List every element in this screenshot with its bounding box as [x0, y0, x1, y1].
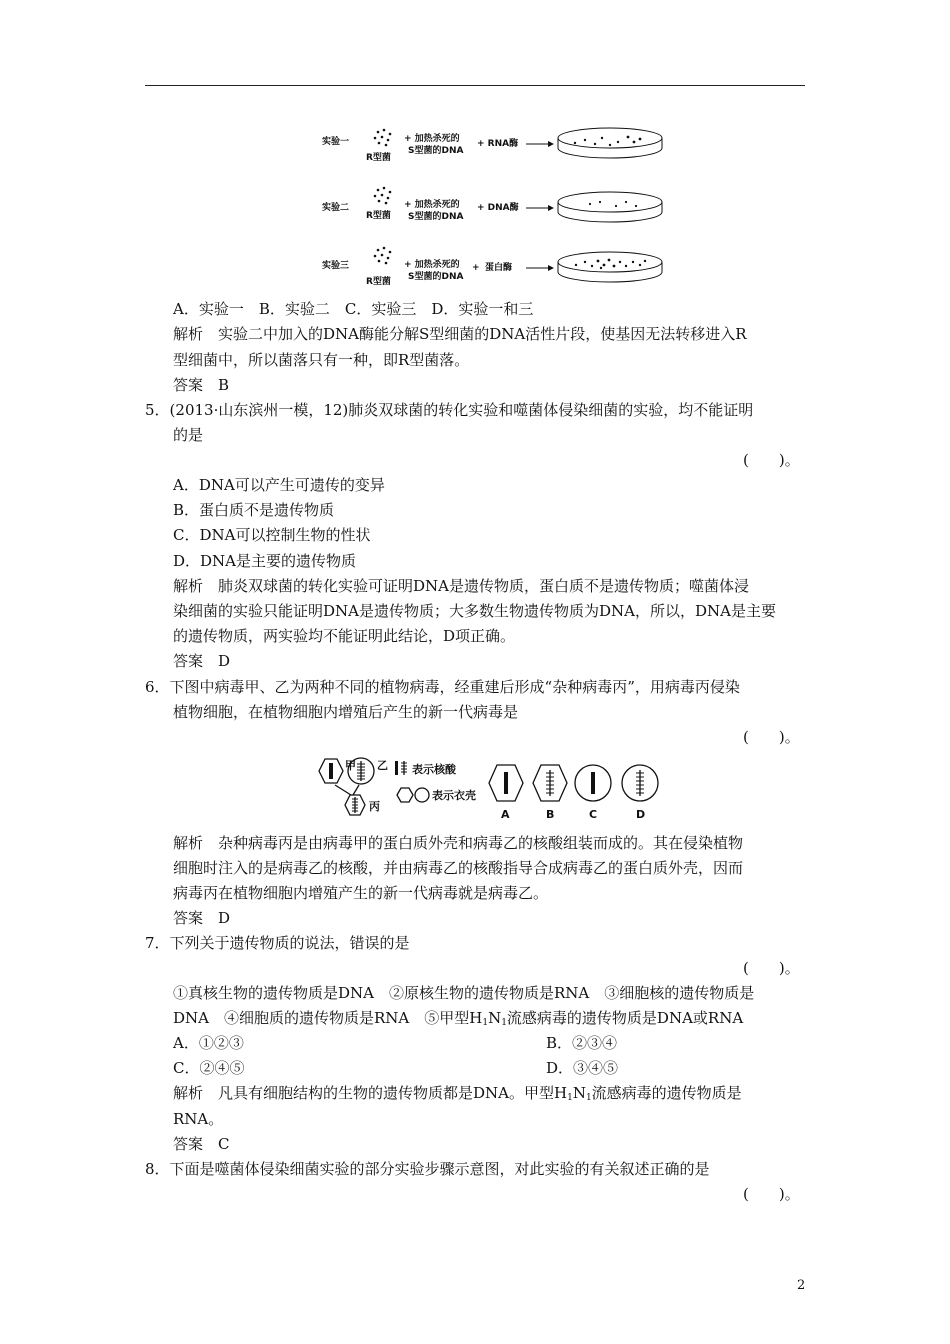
- exp2-r-cell: R型菌: [366, 211, 391, 221]
- q7-answer: 答案 C: [173, 1135, 230, 1153]
- q7-option-a: A．①②③: [173, 1034, 244, 1052]
- exp3-sdna-2: S型菌的DNA: [408, 272, 464, 282]
- exp2-sdna-1: + 加热杀死的: [404, 200, 460, 210]
- exp3-r-cell: R型菌: [366, 277, 391, 287]
- q7-analysis-2: RNA。: [173, 1110, 224, 1128]
- page-number: 2: [797, 1278, 806, 1293]
- q4-options: A．实验一 B．实验二 C．实验三 D．实验一和三: [173, 300, 534, 318]
- exp3-sdna-1: + 加热杀死的: [404, 260, 460, 270]
- q7-stem: 7．下列关于遗传物质的说法，错误的是: [145, 934, 410, 952]
- q5-answer: 答案 D: [173, 652, 231, 670]
- q6-answer-blank: ( )。: [743, 728, 800, 746]
- q5-analysis-1: 解析 肺炎双球菌的转化实验可证明DNA是遗传物质，蛋白质不是遗传物质；噬菌体浸: [173, 577, 749, 595]
- q5-stem-2: 的是: [173, 426, 204, 444]
- q7-items-1: ①真核生物的遗传物质是DNA ②原核生物的遗传物质是RNA ③细胞核的遗传物质是: [173, 984, 755, 1002]
- q6-analysis-3: 病毒丙在植物细胞内增殖产生的新一代病毒就是病毒乙。: [173, 884, 549, 902]
- q5-option-a: A．DNA可以产生可遗传的变异: [173, 476, 385, 494]
- exp1-enzyme: + RNA酶: [477, 139, 519, 149]
- q5-option-d: D．DNA是主要的遗传物质: [173, 552, 357, 570]
- q5-analysis-2: 染细菌的实验只能证明DNA是遗传物质；大多数生物遗传物质为DNA，所以，DNA是主要: [173, 602, 776, 620]
- q4-analysis-1: 解析 实验二中加入的DNA酶能分解S型细菌的DNA活性片段，使基因无法转移进入R: [173, 325, 747, 343]
- exp3-plus: +: [472, 263, 480, 273]
- q4-analysis-2: 型细菌中，所以菌落只有一种，即R型菌落。: [173, 351, 470, 369]
- q5-option-c: C．DNA可以控制生物的性状: [173, 526, 371, 544]
- choice-c-label: C: [589, 808, 598, 821]
- choice-a-label: A: [501, 808, 510, 821]
- exp1-label: 实验一: [322, 137, 350, 147]
- virus-yi-label: 乙: [377, 759, 388, 772]
- q7-items-2: DNA ④细胞质的遗传物质是RNA ⑤甲型$H_1N_1$流感病毒的遗传物质是DNA或RNA: [173, 1009, 744, 1028]
- q5-stem-1: 5．(2013·山东滨州一模，12)肺炎双球菌的转化实验和噬菌体侵染细菌的实验，均不能证明: [145, 401, 754, 419]
- virus-bing-label: 丙: [369, 800, 380, 813]
- virus-figure: [315, 755, 665, 827]
- legend-nucleic-acid: 表示核酸: [412, 763, 456, 776]
- q5-option-b: B．蛋白质不是遗传物质: [173, 501, 335, 519]
- exp3-label: 实验三: [322, 261, 350, 271]
- q7-option-b: B．②③④: [546, 1034, 618, 1052]
- choice-d-label: D: [636, 808, 646, 821]
- q5-analysis-3: 的遗传物质，两实验均不能证明此结论，D项正确。: [173, 627, 516, 645]
- experiment-figure: [300, 118, 680, 293]
- q6-answer: 答案 D: [173, 909, 231, 927]
- exp3-enzyme: 蛋白酶: [485, 263, 513, 273]
- q7-answer-blank: ( )。: [743, 959, 800, 977]
- exp2-sdna-2: S型菌的DNA: [408, 212, 464, 222]
- virus-jia-label: 甲: [345, 759, 356, 772]
- q6-stem-1: 6．下图中病毒甲、乙为两种不同的植物病毒，经重建后形成“杂种病毒丙”，用病毒丙侵染: [145, 678, 740, 696]
- q7-analysis-1: 解析 凡具有细胞结构的生物的遗传物质都是DNA。甲型$H_1N_1$流感病毒的遗传物质是: [173, 1084, 742, 1103]
- q6-analysis-2: 细胞时注入的是病毒乙的核酸，并由病毒乙的核酸指导合成病毒乙的蛋白质外壳，因而: [173, 859, 744, 877]
- q6-analysis-1: 解析 杂种病毒丙是由病毒甲的蛋白质外壳和病毒乙的核酸组装而成的。其在侵染植物: [173, 834, 744, 852]
- exp2-label: 实验二: [322, 203, 350, 213]
- exp1-r-cell: R型菌: [366, 153, 391, 163]
- exp2-enzyme: + DNA酶: [477, 203, 519, 213]
- q8-stem: 8．下面是噬菌体侵染细菌实验的部分实验步骤示意图，对此实验的有关叙述正确的是: [145, 1160, 710, 1178]
- legend-capsid: 表示衣壳: [432, 789, 476, 802]
- r-bacteria-dots: [374, 129, 392, 147]
- q5-answer-blank: ( )。: [743, 451, 800, 469]
- exp1-sdna-2: S型菌的DNA: [408, 146, 464, 156]
- q4-answer: 答案 B: [173, 376, 230, 394]
- q6-stem-2: 植物细胞，在植物细胞内增殖后产生的新一代病毒是: [173, 703, 519, 721]
- q7-option-c: C．②④⑤: [173, 1059, 245, 1077]
- q8-answer-blank: ( )。: [743, 1185, 800, 1203]
- q7-option-d: D．③④⑤: [546, 1059, 619, 1077]
- exp1-sdna-1: + 加热杀死的: [404, 134, 460, 144]
- header-rule: [145, 85, 805, 86]
- choice-b-label: B: [546, 808, 555, 821]
